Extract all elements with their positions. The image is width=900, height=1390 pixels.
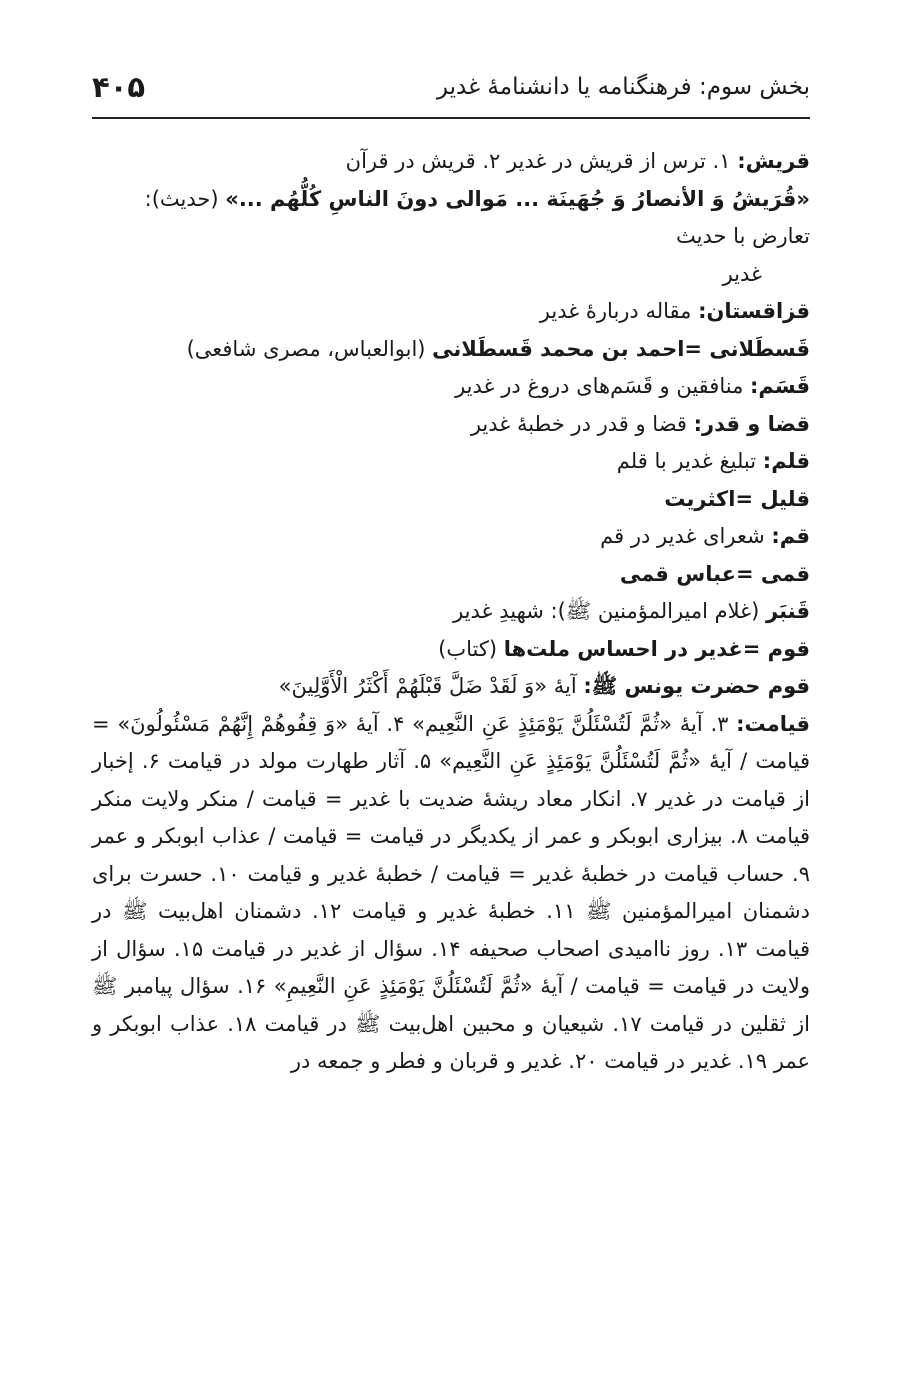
- entry-kazakhstan: [92, 293, 810, 331]
- entry-term: قضا و قدر:: [693, 411, 810, 436]
- entry-term: قم:: [771, 524, 810, 548]
- hadith-quote: «قُرَیشُ وَ الأنصارُ وَ جُهَینَة ... مَوالی دونَ الناسِ کُلُّهُم ...»: [225, 186, 810, 211]
- entry-term: قَسطَلانی =احمد بن محمد قَسطَلانی: [432, 336, 810, 361]
- entry-qasam: [92, 368, 810, 406]
- entry-term: قَسَم:: [750, 374, 810, 398]
- entry-quraysh-hadith: [92, 181, 810, 256]
- entry-text: آیهٔ «وَ لَقَدْ ضَلَّ قَبْلَهُمْ أَکْثَرُ الْأَوَّلِینَ»: [278, 674, 584, 698]
- entry-qalil: [92, 481, 810, 519]
- entry-qawm-yunus: [92, 668, 810, 706]
- entry-text: تبلیغ غدیر با قلم: [616, 449, 763, 473]
- entry-term: قوم حضرت یونس ﷺ:: [583, 674, 810, 698]
- entry-text: (حدیث): تعارض با حدیث: [144, 186, 810, 248]
- entry-term: قزاقستان:: [698, 299, 810, 323]
- entry-text: غدیر: [722, 261, 762, 286]
- entry-qom: [92, 518, 810, 556]
- entry-qaza-qadar: [92, 406, 810, 444]
- entry-qiyamat: [92, 706, 810, 1081]
- entry-qawm: [92, 631, 810, 669]
- entry-term: قمی =عباس قمی: [619, 561, 810, 586]
- entry-text: ۱. ترس از قریش در غدیر ۲. قریش در قرآن: [345, 149, 738, 173]
- glossary-entries: [92, 143, 810, 1081]
- entry-term: قریش:: [737, 149, 810, 173]
- entry-text: منافقین و قَسَم‌های دروغ در غدیر: [455, 374, 750, 398]
- entry-term: قوم =غدیر در احساس ملت‌ها: [503, 636, 810, 661]
- entry-text: (کتاب): [438, 636, 504, 661]
- entry-qanbar: [92, 593, 810, 631]
- running-header: [92, 60, 810, 116]
- entry-qalam: [92, 443, 810, 481]
- entry-qomi: [92, 556, 810, 594]
- entry-text: شعرای غدیر در قم: [600, 524, 772, 548]
- entry-term: قَنبَر: [766, 599, 810, 623]
- entry-text: (غلام امیرالمؤمنین ﷺ): شهیدِ غدیر: [453, 599, 767, 623]
- entry-text: (ابوالعباس، مصری شافعی): [186, 336, 433, 361]
- entry-quraysh: [92, 143, 810, 181]
- entry-continuation: [92, 256, 762, 294]
- entry-text: ۳. آیهٔ «ثُمَّ لَتُسْئَلُنَّ یَوْمَئِذٍ عَنِ النَّعِیم» ۴. آیهٔ «وَ قِفُوهُمْ إِنَّهُمْ مَسْئُولُونَ» = قیامت / آیهٔ «ثُمَّ لَتُسْئَلُنَّ یَوْمَئِذٍ عَنِ النَّعِیم» ۵. آثار طهارت مولد در قیامت ۶. إخبار از قیامت در غدیر ۷. انکار معاد ریشهٔ ضدیت با غدیر = قیامت / منکر ولایت منکر قیامت ۸. بیزاری ابوبکر و عمر از یکدیگر در قیامت = قیامت / عذاب ابوبکر و عمر ۹. حساب قیامت در خطبهٔ غدیر = قیامت / خطبهٔ غدیر و قیامت ۱۰. حسرت برای دشمنان امیرالمؤمنین ﷺ ۱۱. خطبهٔ غدیر و قیامت ۱۲. دشمنان اهل‌بیت ﷺ در قیامت ۱۳. روز ناامیدی اصحاب صحیفه ۱۴. سؤال از غدیر در قیامت ۱۵. سؤال از ولایت در قیامت = قیامت / آیهٔ «ثُمَّ لَتُسْئَلُنَّ یَوْمَئِذٍ عَنِ النَّعِیمِ» ۱۶. سؤال پیامبر ﷺ از ثقلین در قیامت ۱۷. شیعیان و محبین اهل‌بیت ﷺ در قیامت ۱۸. عذاب ابوبکر و عمر ۱۹. غدیر در قیامت ۲۰. غدیر و قربان و فطر و جمعه در: [92, 711, 811, 1073]
- entry-term: قلم:: [762, 449, 810, 473]
- page-number: ۴۰۵: [92, 70, 146, 104]
- section-title: بخش سوم: فرهنگنامه یا دانشنامهٔ غدیر: [436, 74, 810, 100]
- entry-text: قضا و قدر در خطبهٔ غدیر: [470, 411, 694, 436]
- entry-text: مقاله دربارهٔ غدیر: [539, 299, 699, 323]
- entry-qastalani: [92, 331, 810, 369]
- entry-term: قلیل =اکثریت: [664, 486, 810, 511]
- entry-term: قیامت:: [736, 711, 810, 736]
- header-divider: [92, 117, 810, 119]
